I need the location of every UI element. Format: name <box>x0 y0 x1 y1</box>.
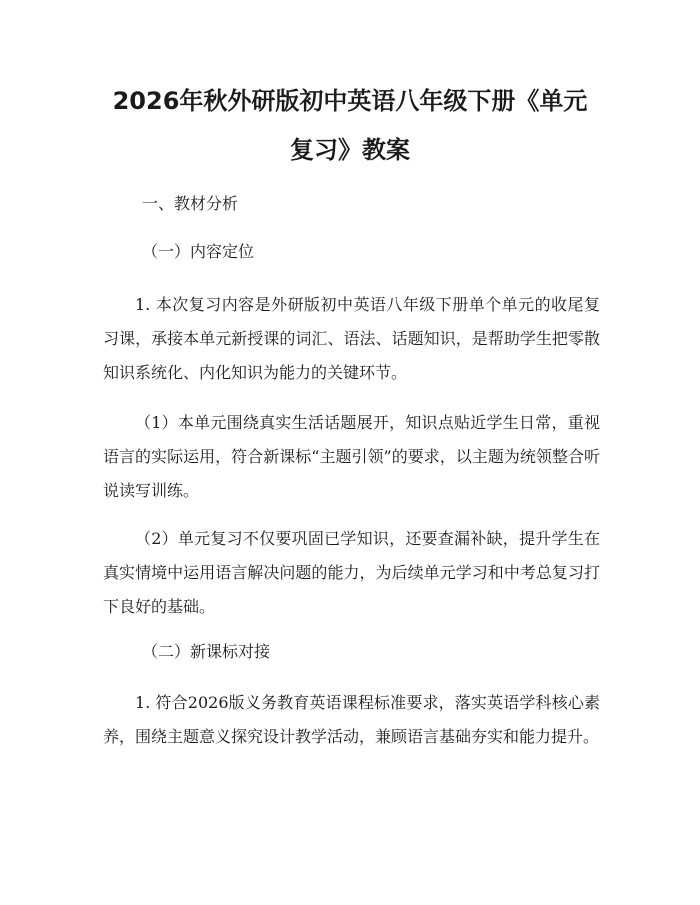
subsection-heading-content-positioning: （一）内容定位 <box>142 242 255 261</box>
paragraph-review-goal: （2）单元复习不仅要巩固已学知识，还要查漏补缺，提升学生在真实情境中运用语言解决问题的能力，为后续单元学习和中考总复习打下良好的基础。 <box>103 529 600 616</box>
section-heading-textbook-analysis: 一、教材分析 <box>142 194 239 213</box>
paragraph-unit-topic: （1）本单元围绕真实生活话题展开，知识点贴近学生日常，重视语言的实际运用，符合新课标“主题引领”的要求，以主题为统领整合听说读写训练。 <box>103 413 600 500</box>
paragraph-review-content: 1. 本次复习内容是外研版初中英语八年级下册单个单元的收尾复习课，承接本单元新授课的词汇、语法、话题知识，是帮助学生把零散知识系统化、内化知识为能力的关键环节。 <box>103 295 600 382</box>
document-title-line-1: 2026年秋外研版初中英语八年级下册《单元 <box>112 87 588 115</box>
subsection-heading-curriculum-alignment: （二）新课标对接 <box>142 642 271 661</box>
paragraph-curriculum-standard: 1. 符合2026版义务教育英语课程标准要求，落实英语学科核心素养，围绕主题意义探究设计教学活动，兼顾语言基础夯实和能力提升。 <box>103 693 600 746</box>
document-title-line-2: 复习》教案 <box>290 136 410 164</box>
